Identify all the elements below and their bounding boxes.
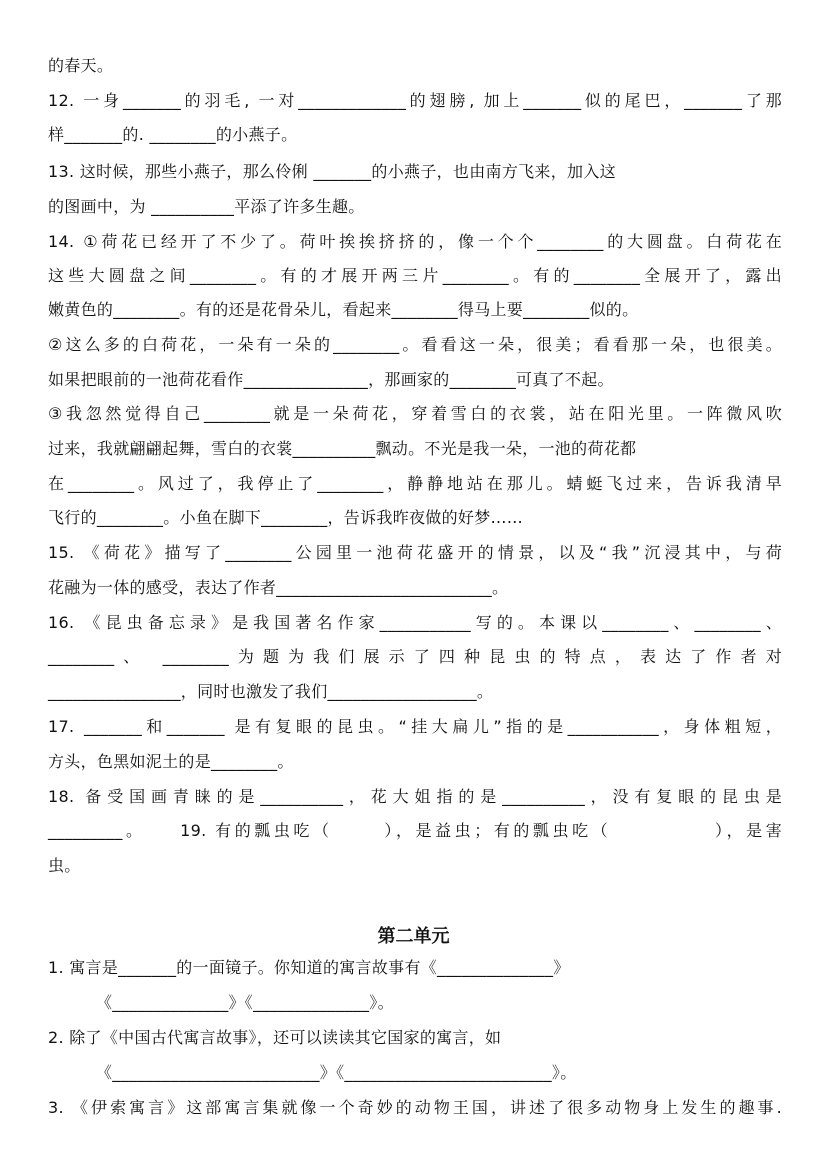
question-16-line-2: ________、 ________为题为我们展示了四种昆虫的特点，表达了作者对 bbox=[48, 647, 782, 666]
question-16-line-3: ________________，同时也激发了我们__________________。 bbox=[48, 682, 494, 701]
question-19-line-2: 虫。 bbox=[48, 856, 81, 875]
unit2-question-1-line-1: 1. 寓言是_______的一面镜子。你知道的寓言故事有《______________》 bbox=[48, 958, 570, 977]
question-12-line-2: 样_______的. ________的小燕子。 bbox=[48, 125, 298, 144]
question-14-line-7: 过来，我就翩翩起舞，雪白的衣裳__________飘动。不光是我一朵，一池的荷花都 bbox=[48, 439, 637, 458]
unit2-question-1-line-2: 《______________》《______________》。 bbox=[96, 993, 394, 1012]
question-17-line-1: 17. _______和_______ 是有复眼的昆虫。“挂大扁儿”指的是___________，身体粗短， bbox=[48, 717, 782, 736]
question-13-line-2: 的图画中，为 __________平添了许多生趣。 bbox=[48, 197, 365, 216]
question-14-line-5: 如果把眼前的一池荷花看作_______________，那画家的________可真了不起。 bbox=[48, 370, 614, 389]
question-13-line-1: 13. 这时候，那些小燕子，那么伶俐 _______的小燕子，也由南方飞来，加入这 bbox=[48, 162, 616, 181]
question-18-line-1: 18. 备受国画青睐的是__________，花大姐指的是__________，没有复眼的昆虫是 bbox=[48, 787, 782, 806]
question-14-line-9: 飞行的________。小鱼在脚下________，告诉我昨夜做的好梦…… bbox=[48, 508, 524, 527]
question-14-line-3: 嫩黄色的________。有的还是花骨朵儿，看起来________得马上要________似的。 bbox=[48, 300, 639, 319]
question-14-line-2: 这些大圆盘之间________。有的才展开两三片________。有的________全展开了，露出 bbox=[48, 266, 782, 285]
question-15-line-2: 花融为一体的感受，表达了作者__________________________。 bbox=[48, 578, 509, 597]
question-12-line-1: 12. 一身_______的羽毛, 一对_____________的翅膀, 加上_______似的尾巴，_______了那 bbox=[48, 91, 782, 110]
question-14-line-8: 在________。风过了，我停止了________，静静地站在那儿。蜻蜓飞过来，告诉我清早 bbox=[48, 474, 782, 493]
question-14-line-6: ③我忽然觉得自己________就是一朵荷花，穿着雪白的衣裳，站在阳光里。一阵微风吹 bbox=[48, 404, 782, 423]
question-18-19-line: _________。 19. 有的瓢虫吃（ ），是益虫；有的瓢虫吃（ ），是害 bbox=[48, 821, 782, 840]
question-14-line-4: ②这么多的白荷花，一朵有一朵的________。看看这一朵，很美；看看那一朵，也很美。 bbox=[48, 335, 782, 354]
unit2-question-2-line-2: 《_________________________》《_________________________》。 bbox=[96, 1063, 577, 1082]
section-heading: 第二单元 bbox=[377, 926, 450, 947]
question-17-line-2: 方头，色黑如泥土的是________。 bbox=[48, 752, 294, 771]
question-14-line-1: 14. ①荷花已经开了不少了。荷叶挨挨挤挤的，像一个个________的大圆盘。白荷花在 bbox=[48, 232, 782, 251]
text-line: 的春天。 bbox=[48, 56, 114, 75]
unit2-question-3-line-1: 3. 《伊索寓言》这部寓言集就像一个奇妙的动物王国，讲述了很多动物身上发生的趣事. bbox=[48, 1098, 782, 1117]
question-15-line-1: 15. 《荷花》描写了________公园里一池荷花盛开的情景，以及“我”沉浸其中，与荷 bbox=[48, 543, 782, 562]
unit2-question-2-line-1: 2. 除了《中国古代寓言故事》，还可以读读其它国家的寓言，如 bbox=[48, 1028, 502, 1047]
question-16-line-1: 16. 《昆虫备忘录》是我国著名作家___________写的。本课以________、________、 bbox=[48, 613, 782, 632]
